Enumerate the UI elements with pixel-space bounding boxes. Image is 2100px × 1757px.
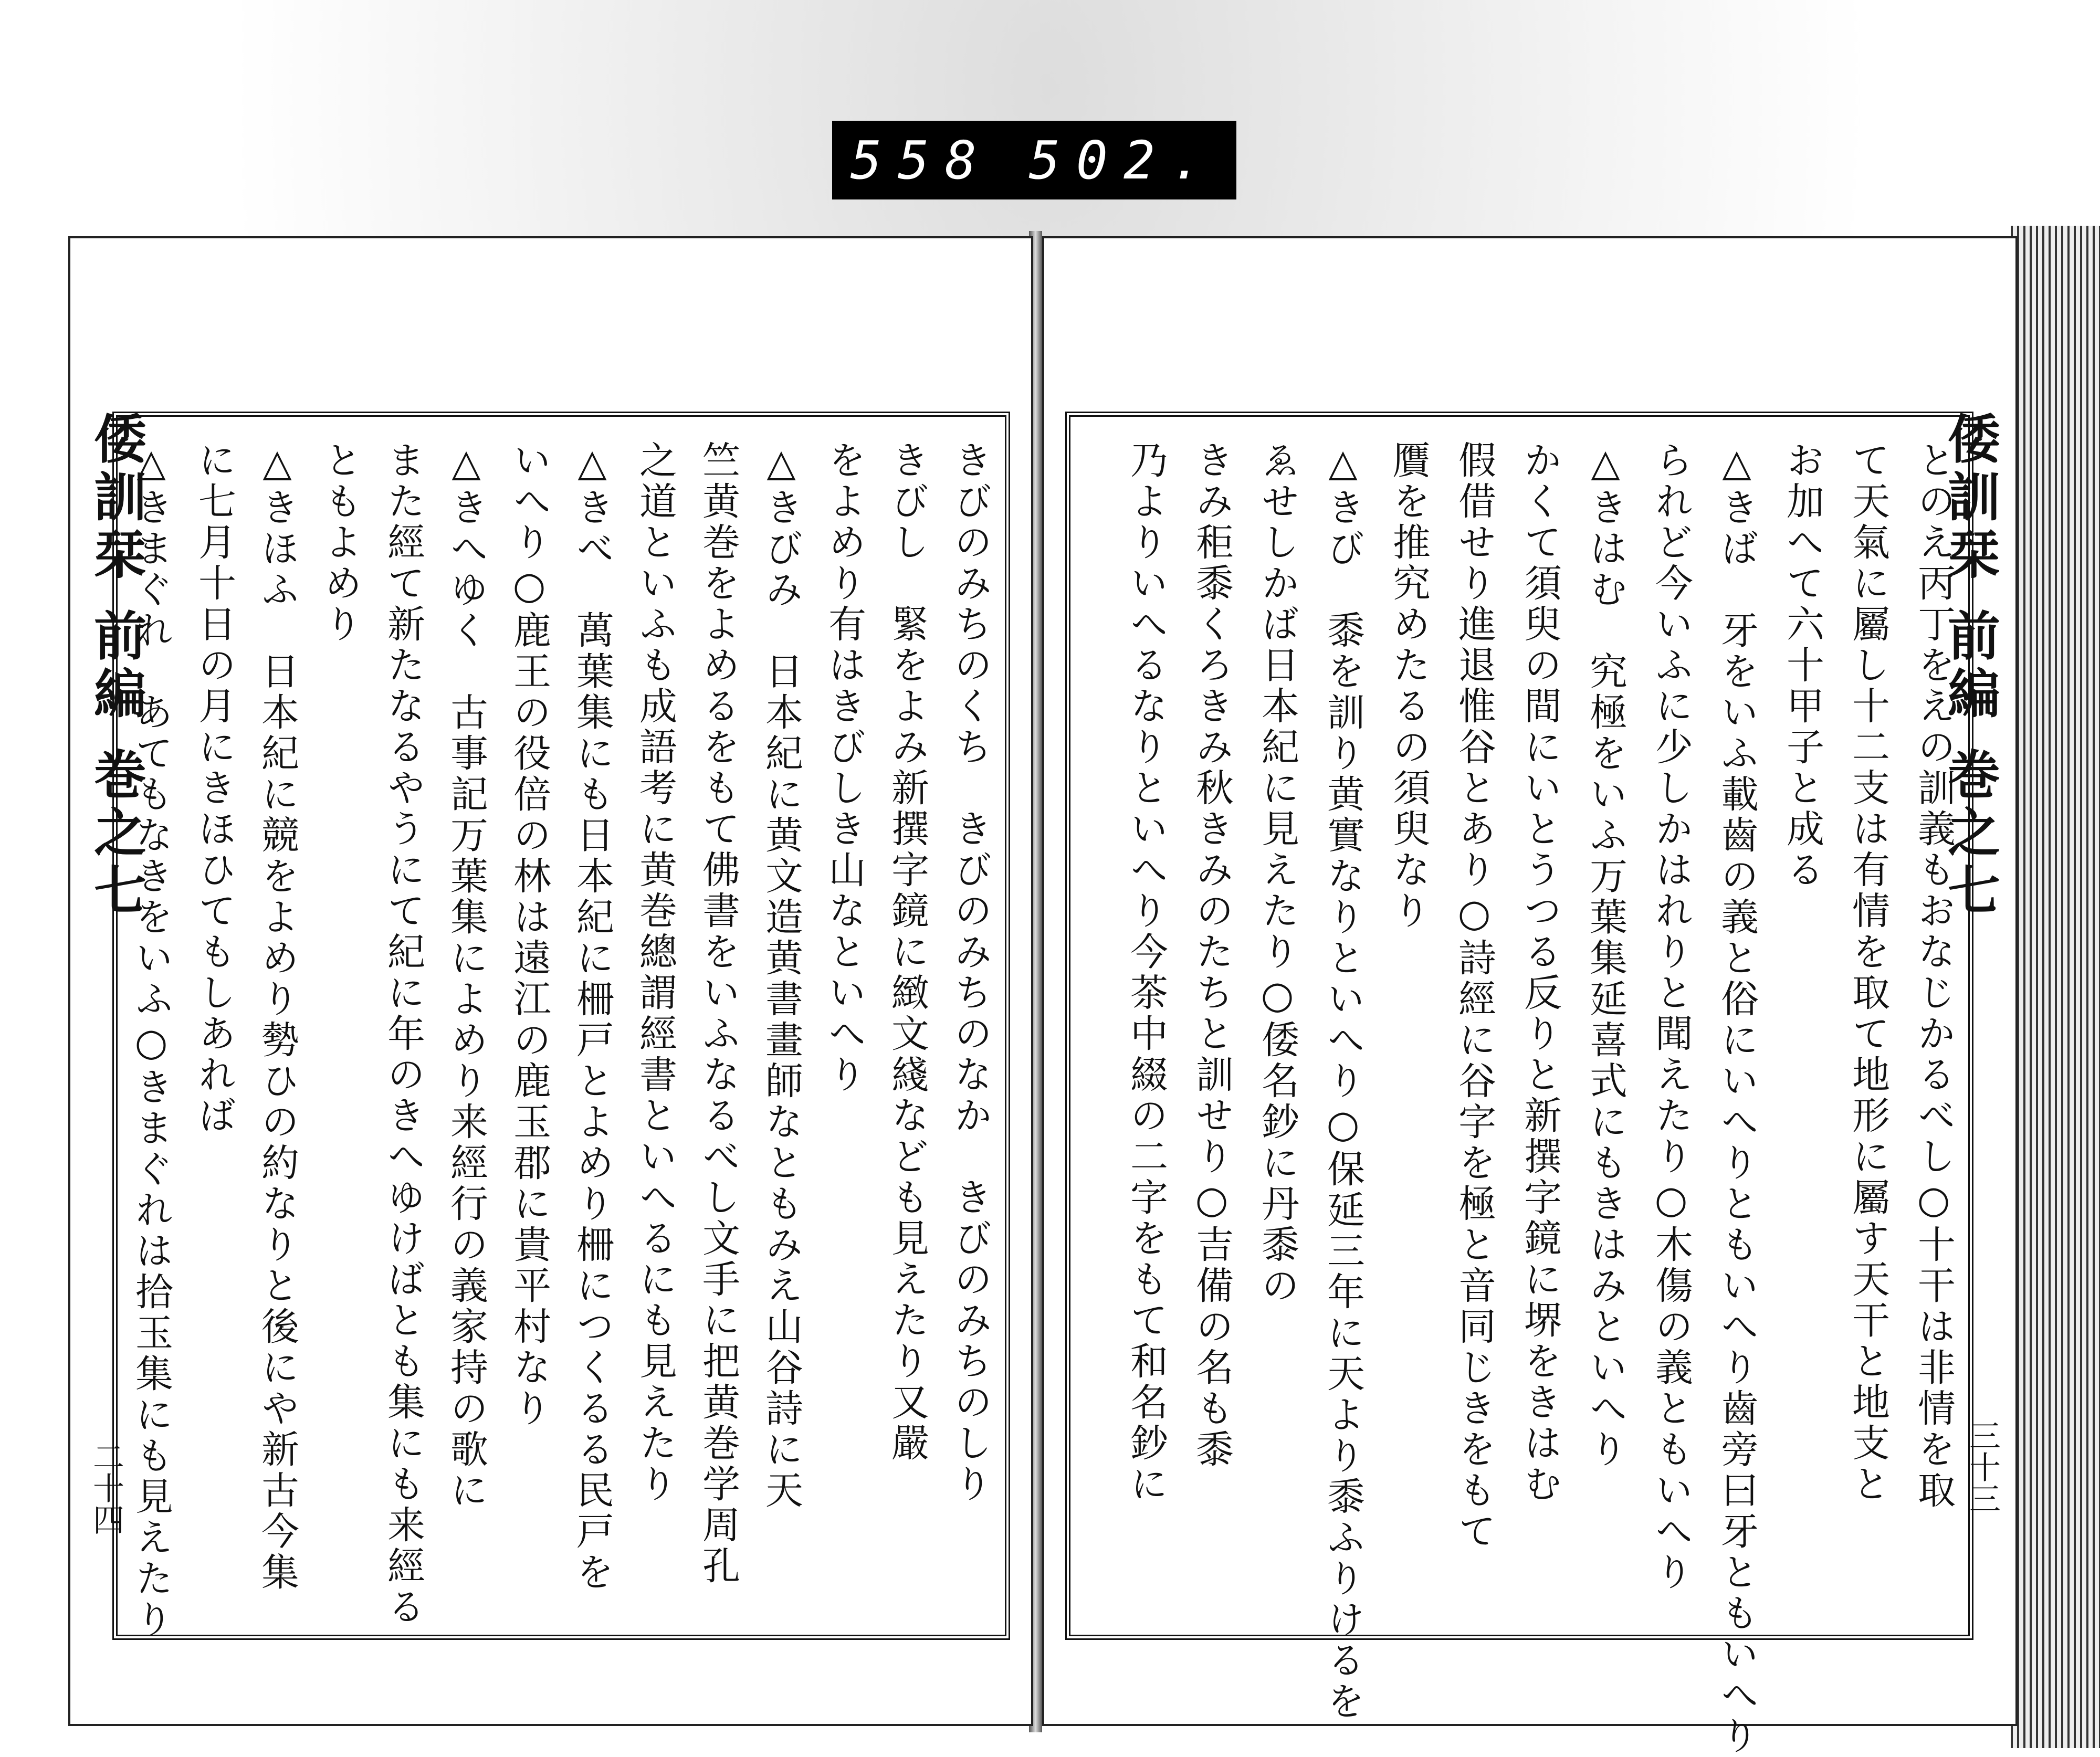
catalog-number-left: 558 bbox=[850, 129, 993, 191]
text-column: △きびみ 日本紀に黄文造黄書畫師なともみえ山谷詩に天 bbox=[759, 440, 803, 1511]
text-column: △きび 黍を訓り黄實なりといへり○保延三年に天より黍ふりけるを bbox=[1321, 440, 1365, 1722]
text-column: 之道といふも成語考に黄巻總謂經書といへるにも見えたり bbox=[633, 440, 677, 1505]
page-stack-edge bbox=[2011, 226, 2100, 1748]
text-column: △きば 牙をいふ載齒の義と俗にいへりともいへり齒旁曰牙ともいへり bbox=[1715, 440, 1759, 1757]
text-column: △きはむ 究極をいふ万葉集延喜式にもきはみといへり bbox=[1583, 440, 1628, 1470]
text-column: ともよめり bbox=[318, 440, 362, 645]
text-column: △きまぐれ あてもなきをいふ○きまぐれは拾玉集にも見えたり bbox=[129, 440, 173, 1640]
text-column: られど今いふに少しかはれりと聞えたり○木傷の義ともいへり bbox=[1649, 440, 1693, 1593]
text-column: ゑせしかば日本紀に見えたり○倭名鈔に丹黍の bbox=[1255, 440, 1299, 1307]
text-column: とのえ丙丁をえの訓義もおなじかるべし○十干は非情を取 bbox=[1912, 440, 1956, 1511]
text-column: △きへゆく 古事記万葉集によめり来經行の義家持の歌に bbox=[444, 440, 488, 1511]
catalog-label bbox=[832, 121, 1236, 199]
text-column: きびのみちのくち きびのみちのなか きびのみちのしり bbox=[948, 440, 992, 1505]
text-column: お加へて六十甲子と成る bbox=[1780, 440, 1824, 891]
right-page bbox=[1042, 236, 2018, 1757]
catalog-number-right: 502. bbox=[1028, 129, 1219, 191]
text-column: 乃よりいへるなりといへり今茶中綴の二字をもて和名鈔に bbox=[1124, 440, 1168, 1505]
text-column: いへり○鹿王の役倍の林は遠江の鹿玉郡に貴平村なり bbox=[507, 440, 551, 1429]
text-column: また經て新たなるやうにて紀に年のきへゆけばとも集にも来經る bbox=[381, 440, 425, 1628]
left-text-frame bbox=[112, 412, 1010, 1640]
text-column: て天氣に屬し十二支は有情を取て地形に屬す天干と地支と bbox=[1846, 440, 1890, 1505]
text-column: をよめり有はきびしき山なといへり bbox=[822, 440, 866, 1096]
text-column: △きほふ 日本紀に競をよめり勢ひの約なりと後にや新古今集 bbox=[255, 440, 299, 1593]
text-column: 假借せり進退惟谷とあり○詩經に谷字を極と音同じきをもて bbox=[1452, 440, 1496, 1552]
text-column: 贋を推究めたるの須臾なり bbox=[1387, 440, 1431, 932]
right-text-frame bbox=[1065, 412, 1973, 1757]
left-page-folio: 二十四 bbox=[88, 1440, 124, 1535]
text-column: に七月十日の月にきほひてもしあれば bbox=[192, 440, 236, 1137]
text-column: かくて須臾の間にいとうつる反りと新撰字鏡に堺をきはむ bbox=[1518, 440, 1562, 1505]
text-column: △きべ 萬葉集にも日本紀に柵戸とよめり柵につくるる民戸を bbox=[570, 440, 614, 1593]
right-page-title: 倭訓栞 前編 巻之七 bbox=[1932, 412, 2008, 921]
right-page-folio: 三十三 bbox=[1964, 1419, 2001, 1514]
left-page-title: 倭訓栞 前編 巻之七 bbox=[78, 412, 154, 921]
text-column: きびし 緊をよみ新撰字鏡に緻文綫なども見えたり又嚴 bbox=[885, 440, 929, 1464]
text-column: きみ秬黍くろきみ秋きみのたちと訓せり○吉備の名も黍 bbox=[1190, 440, 1234, 1470]
text-column: 竺黄巻をよめるをもて佛書をいふなるべし文手に把黄巻学周孔 bbox=[696, 440, 740, 1587]
left-page bbox=[68, 236, 1033, 1726]
